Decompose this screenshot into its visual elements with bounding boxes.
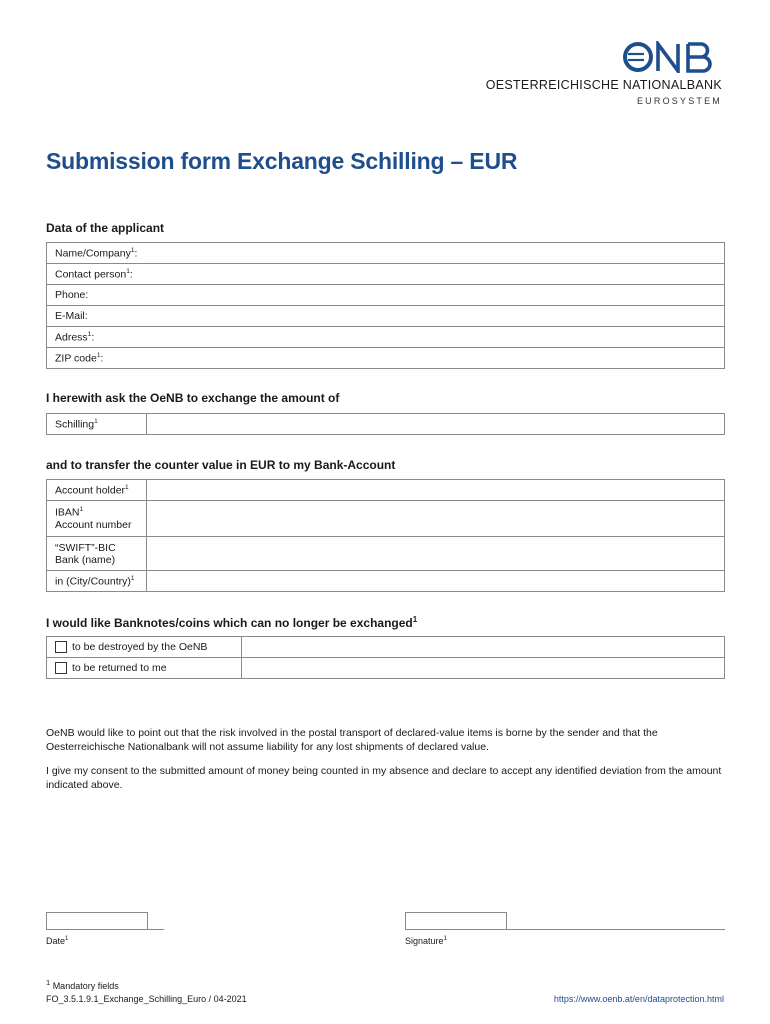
option-destroy[interactable] (47, 637, 242, 658)
applicant-row-zip[interactable] (47, 348, 725, 369)
option-destroy-input[interactable] (242, 637, 725, 658)
city-country-input[interactable] (147, 571, 725, 592)
schilling-amount-input[interactable] (147, 414, 725, 435)
account-holder-input[interactable] (147, 480, 725, 501)
address-label: Adress (55, 331, 88, 344)
form-id: FO_3.5.1.9.1_Exchange_Schilling_Euro / 04-2021 (46, 994, 247, 1004)
swift-bic-label: “SWIFT”-BIC (55, 541, 116, 554)
applicant-row-name[interactable] (47, 243, 725, 264)
email-field[interactable] (47, 306, 725, 327)
form-title: Submission form Exchange Schilling – EUR (46, 148, 518, 174)
iban-input[interactable] (147, 501, 725, 537)
schilling-label: Schilling (55, 418, 95, 431)
applicant-row-phone[interactable] (47, 285, 725, 306)
transfer-heading: and to transfer the counter value in EUR to my Bank-Account (46, 458, 396, 472)
phone-field[interactable] (47, 285, 725, 306)
checkbox[interactable] (55, 662, 67, 674)
date-line (46, 929, 164, 930)
zip-code-field[interactable] (47, 348, 725, 369)
mandatory-fields-note (46, 978, 119, 991)
mandatory-mark: 1 (126, 267, 130, 275)
applicant-row-address[interactable] (47, 327, 725, 348)
eurosystem-label: EUROSYSTEM (636, 96, 722, 106)
contact-person-field[interactable] (47, 264, 725, 285)
mandatory-mark: 1 (130, 574, 135, 582)
oenb-logo (486, 40, 722, 106)
schilling-label-cell (47, 414, 147, 435)
mandatory-mark: 1 (94, 417, 98, 425)
account-holder-label: Account holder (55, 484, 126, 497)
email-label: E-Mail: (55, 310, 88, 322)
mandatory-mark: 1 (79, 506, 84, 514)
colon: : (91, 331, 95, 344)
signature-label: Signature (405, 936, 444, 946)
swift-bic-label-cell (47, 537, 147, 571)
applicant-row-email[interactable] (47, 306, 725, 327)
banknotes-heading (46, 615, 417, 630)
data-protection-link[interactable]: https://www.oenb.at/en/dataprotection.html (553, 994, 724, 1004)
exchange-heading: I herewith ask the OeNB to exchange the amount of (46, 391, 340, 405)
consent-notice: I give my consent to the submitted amount of money being counted in my absence and declare to accept any identified deviation from the amount indicated above. (46, 765, 722, 791)
signature-label-wrap (405, 936, 447, 946)
option-return-label: to be returned to me (72, 661, 167, 674)
date-input[interactable] (46, 912, 148, 930)
oenb-logo-icon (622, 41, 722, 73)
oenb-logo-mark (486, 40, 722, 74)
checkbox[interactable] (55, 641, 67, 653)
signature-input[interactable] (405, 912, 507, 930)
account-number-label: Account number (55, 518, 132, 531)
liability-notice: OeNB would like to point out that the risk involved in the postal transport of declared-value items is borne by the sender and that the Oesterreichische Nationalbank will not assume liability for any lost shipments of declared value. (46, 727, 658, 753)
mandatory-mark: 1 (96, 351, 101, 359)
exchange-table (46, 413, 725, 435)
date-label: Date (46, 936, 66, 946)
date-label-wrap (46, 936, 68, 946)
bank-account-table (46, 479, 725, 592)
option-destroy-label: to be destroyed by the OeNB (72, 640, 208, 653)
signature-line (405, 929, 725, 930)
applicant-table (46, 242, 725, 369)
mandatory-mark: 1 (46, 978, 51, 987)
mandatory-mark: 1 (125, 483, 129, 491)
option-return-input[interactable] (242, 658, 725, 679)
banknotes-heading-text: I would like Banknotes/coins which can no longer be exchanged (46, 616, 413, 630)
mandatory-mark: 1 (130, 246, 135, 254)
city-country-label: in (City/Country) (55, 575, 131, 588)
colon: : (100, 352, 104, 365)
address-field[interactable] (47, 327, 725, 348)
applicant-row-contact[interactable] (47, 264, 725, 285)
contact-person-label: Contact person (55, 268, 127, 281)
mandatory-mark: 1 (412, 615, 418, 624)
mandatory-mark: 1 (65, 936, 69, 942)
colon: : (129, 268, 133, 281)
mandatory-mark: 1 (87, 330, 92, 338)
option-return[interactable] (47, 658, 242, 679)
bank-name: OESTERREICHISCHE NATIONALBANK (485, 78, 722, 92)
name-field[interactable] (47, 243, 725, 264)
name-label: Name/Company (55, 247, 131, 260)
swift-bic-input[interactable] (147, 537, 725, 571)
mandatory-fields-text: Mandatory fields (52, 981, 119, 991)
phone-label: Phone: (55, 289, 89, 301)
iban-label-cell (47, 501, 147, 537)
zip-code-label: ZIP code (55, 352, 97, 365)
city-country-label-cell (47, 571, 147, 592)
account-holder-label-cell (47, 480, 147, 501)
mandatory-mark: 1 (443, 936, 447, 942)
banknotes-table (46, 636, 725, 679)
colon: : (134, 247, 138, 260)
bank-name-label: Bank (name) (55, 553, 116, 566)
iban-label: IBAN (55, 506, 80, 519)
applicant-heading: Data of the applicant (46, 221, 165, 235)
